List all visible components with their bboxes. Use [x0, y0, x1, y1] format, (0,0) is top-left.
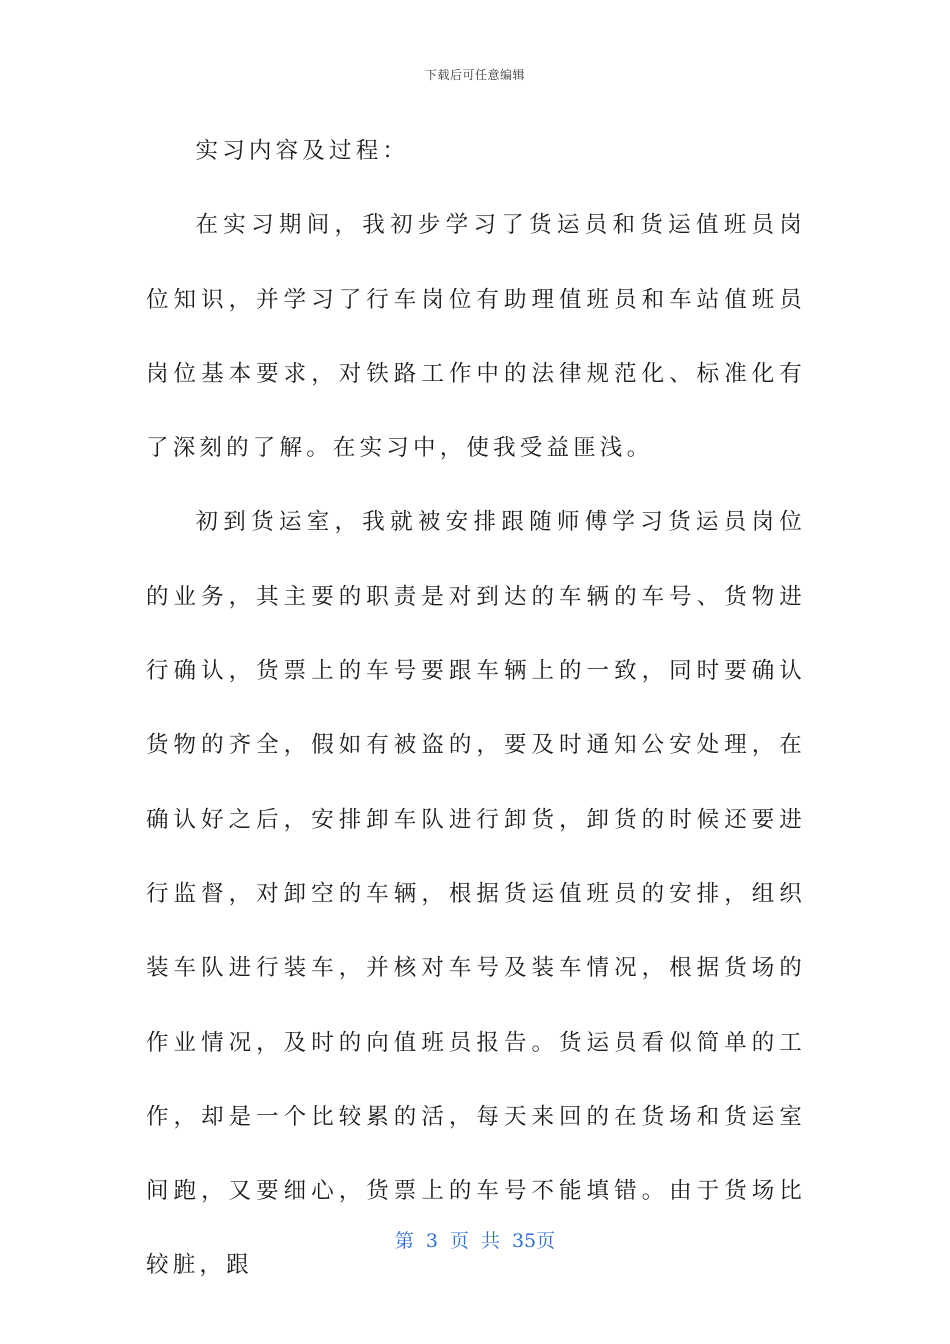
page-number — [0, 1226, 950, 1253]
page-label-di: 第 — [394, 1230, 414, 1252]
paragraph-1: 在实习期间，我初步学习了货运员和货运值班员岗位知识，并学习了行车岗位有助理值班员和车站值班员岗位基本要求，对铁路工作中的法律规范化、标准化有了深刻的了解。在实习中，使我受益匪浅。 — [146, 212, 806, 462]
page-label-gong: 共 — [480, 1230, 500, 1252]
document-body — [146, 114, 806, 1303]
paragraph-heading: 实习内容及过程： — [195, 138, 410, 164]
header-note: 下载后可任意编辑 — [424, 68, 525, 82]
paragraph-2: 初到货运室，我就被安排跟随师傅学习货运员岗位的业务，其主要的职责是对到达的车辆的车号、货物进行确认，货票上的车号要跟车辆上的一致，同时要确认货物的齐全，假如有被盗的，要及时通知公安处理，在确认好之后，安排卸车队进行卸货，卸货的时候还要进行监督，对卸空的车辆，根据货运值班员的安排，组织装车队进行装车，并核对车号及装车情况，根据货场的作业情况，及时的向值班员报告。货运员看似简单的工作，却是一个比较累的活，每天来回的在货场和货运室间跑，又要细心，货票上的车号不能填错。由于货场比较脏，跟 — [146, 509, 806, 1279]
page-label-ye: 页 — [449, 1230, 469, 1252]
total-pages: 35页 — [511, 1230, 556, 1252]
current-page: 3 — [425, 1230, 438, 1252]
